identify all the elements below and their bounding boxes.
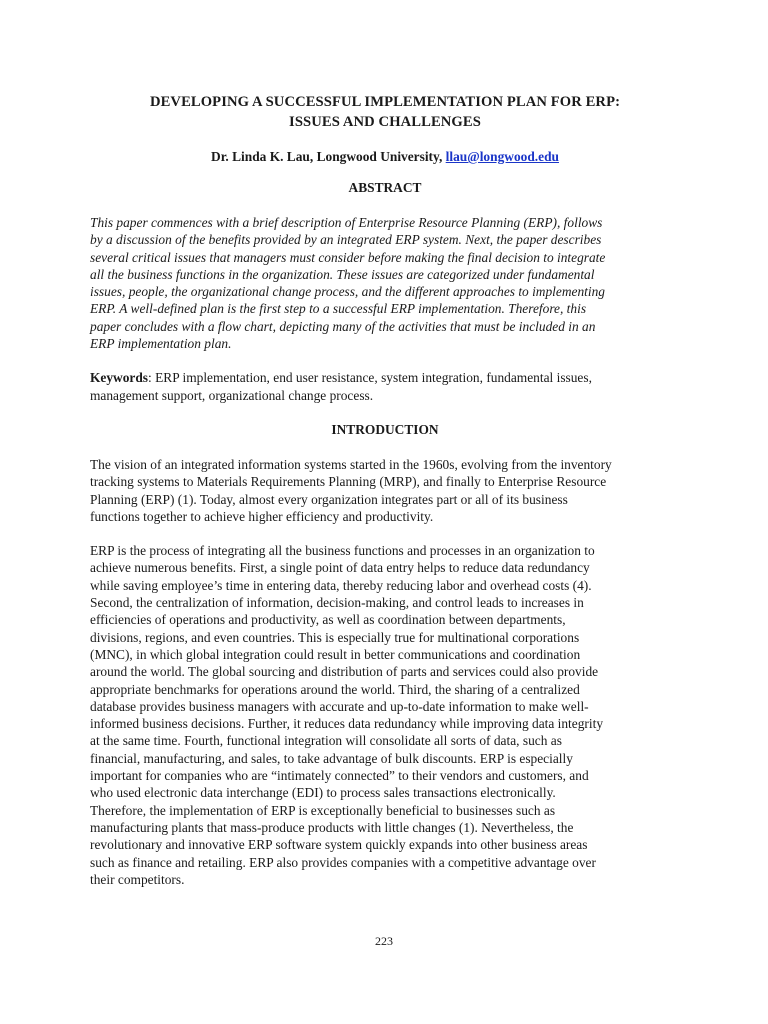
author-name: Dr. Linda K. Lau, Longwood University,: [211, 149, 446, 164]
abstract-line: ERP implementation plan.: [90, 336, 232, 352]
abstract-line: issues, people, the organizational change process, and the different approaches to implementing: [90, 284, 605, 300]
keywords-text: : ERP implementation, end user resistance, system integration, fundamental issues,: [148, 370, 592, 386]
paragraph-line: tracking systems to Materials Requirements Planning (MRP), and finally to Enterprise Resource: [90, 474, 607, 490]
abstract-line: by a discussion of the benefits provided by an integrated ERP system. Next, the paper describes: [90, 232, 602, 248]
keywords-label: Keywords: [90, 370, 149, 386]
paragraph-line: The vision of an integrated information systems started in the 1960s, evolving from the inventory: [90, 456, 612, 472]
paper-title: [90, 92, 680, 132]
intro-paragraph-1: [90, 456, 680, 525]
abstract-line: all the business functions in the organization. These issues are categorized under fundamental: [90, 266, 595, 282]
abstract-line: paper concludes with a flow chart, depicting many of the activities that must be included in an: [90, 318, 596, 334]
paragraph-line: manufacturing plants that mass-produce products with little changes (1). Nevertheless, the: [90, 819, 574, 835]
page-number: 223: [375, 934, 393, 948]
paragraph-line: (MNC), in which global integration could result in better communications and coordination: [90, 646, 581, 662]
keywords-line: management support, organizational change process.: [90, 387, 374, 403]
intro-paragraph-2: [90, 542, 680, 888]
paper-page: [90, 92, 680, 888]
paragraph-line: important for companies who are “intimately connected” to their vendors and customers, and: [90, 768, 589, 784]
abstract-line: ERP. A well-defined plan is the first step to a successful ERP implementation. Therefore, this: [90, 301, 587, 317]
paragraph-line: around the world. The global sourcing and distribution of parts and services could also provide: [90, 664, 599, 680]
paragraph-line: efficiencies of operations and productivity, as well as coordination between departments,: [90, 612, 566, 628]
introduction-heading: INTRODUCTION: [331, 421, 439, 437]
paragraph-line: such as finance and retailing. ERP also provides companies with a competitive advantage over: [90, 854, 596, 870]
abstract-line: several critical issues that managers must consider before making the final decision to integrate: [90, 249, 606, 265]
paragraph-line: Second, the centralization of information, decision-making, and control leads to increases in: [90, 595, 584, 611]
paragraph-line: achieve numerous benefits. First, a single point of data entry helps to reduce data redundancy: [90, 560, 590, 576]
paragraph-line: appropriate benchmarks for operations around the world. Third, the sharing of a centralized: [90, 681, 580, 697]
abstract-text: [90, 214, 680, 352]
abstract-line: This paper commences with a brief description of Enterprise Resource Planning (ERP), follows: [90, 215, 603, 230]
keywords-block: [90, 369, 680, 404]
paragraph-line: their competitors.: [90, 871, 185, 887]
paragraph-line: at the same time. Fourth, functional integration will consolidate all sorts of data, such as: [90, 733, 562, 749]
paragraph-line: functions together to achieve higher efficiency and productivity.: [90, 508, 434, 524]
paragraph-line: financial, manufacturing, and sales, to take advantage of bulk discounts. ERP is especially: [90, 750, 573, 766]
author-line: [90, 148, 680, 166]
paragraph-line: ERP is the process of integrating all the business functions and processes in an organization to: [90, 543, 595, 559]
paragraph-line: Therefore, the implementation of ERP is exceptionally beneficial to businesses such as: [90, 802, 556, 818]
title-line: DEVELOPING A SUCCESSFUL IMPLEMENTATION PLAN FOR ERP:: [149, 94, 621, 110]
author-email-link[interactable]: llau@longwood.edu: [445, 149, 559, 164]
paragraph-line: informed business decisions. Further, it reduces data redundancy while improving data integrity: [90, 716, 604, 732]
paragraph-line: revolutionary and innovative ERP software system quickly expands into other business areas: [90, 837, 588, 853]
paragraph-line: divisions, regions, and even countries. This is especially true for multinational corporations: [90, 629, 580, 645]
paragraph-line: Planning (ERP) (1). Today, almost every organization integrates part or all of its business: [90, 491, 568, 507]
paragraph-line: database provides business managers with accurate and up-to-date information to make well-: [90, 698, 589, 714]
paragraph-line: who used electronic data interchange (EDI) to process sales transactions electronically.: [90, 785, 556, 801]
keywords-line: [90, 369, 680, 386]
paragraph-line: while saving employee’s time in entering data, thereby reducing labor and overhead costs (4).: [90, 577, 592, 593]
abstract-heading: ABSTRACT: [348, 180, 422, 195]
title-line: ISSUES AND CHALLENGES: [289, 114, 481, 130]
